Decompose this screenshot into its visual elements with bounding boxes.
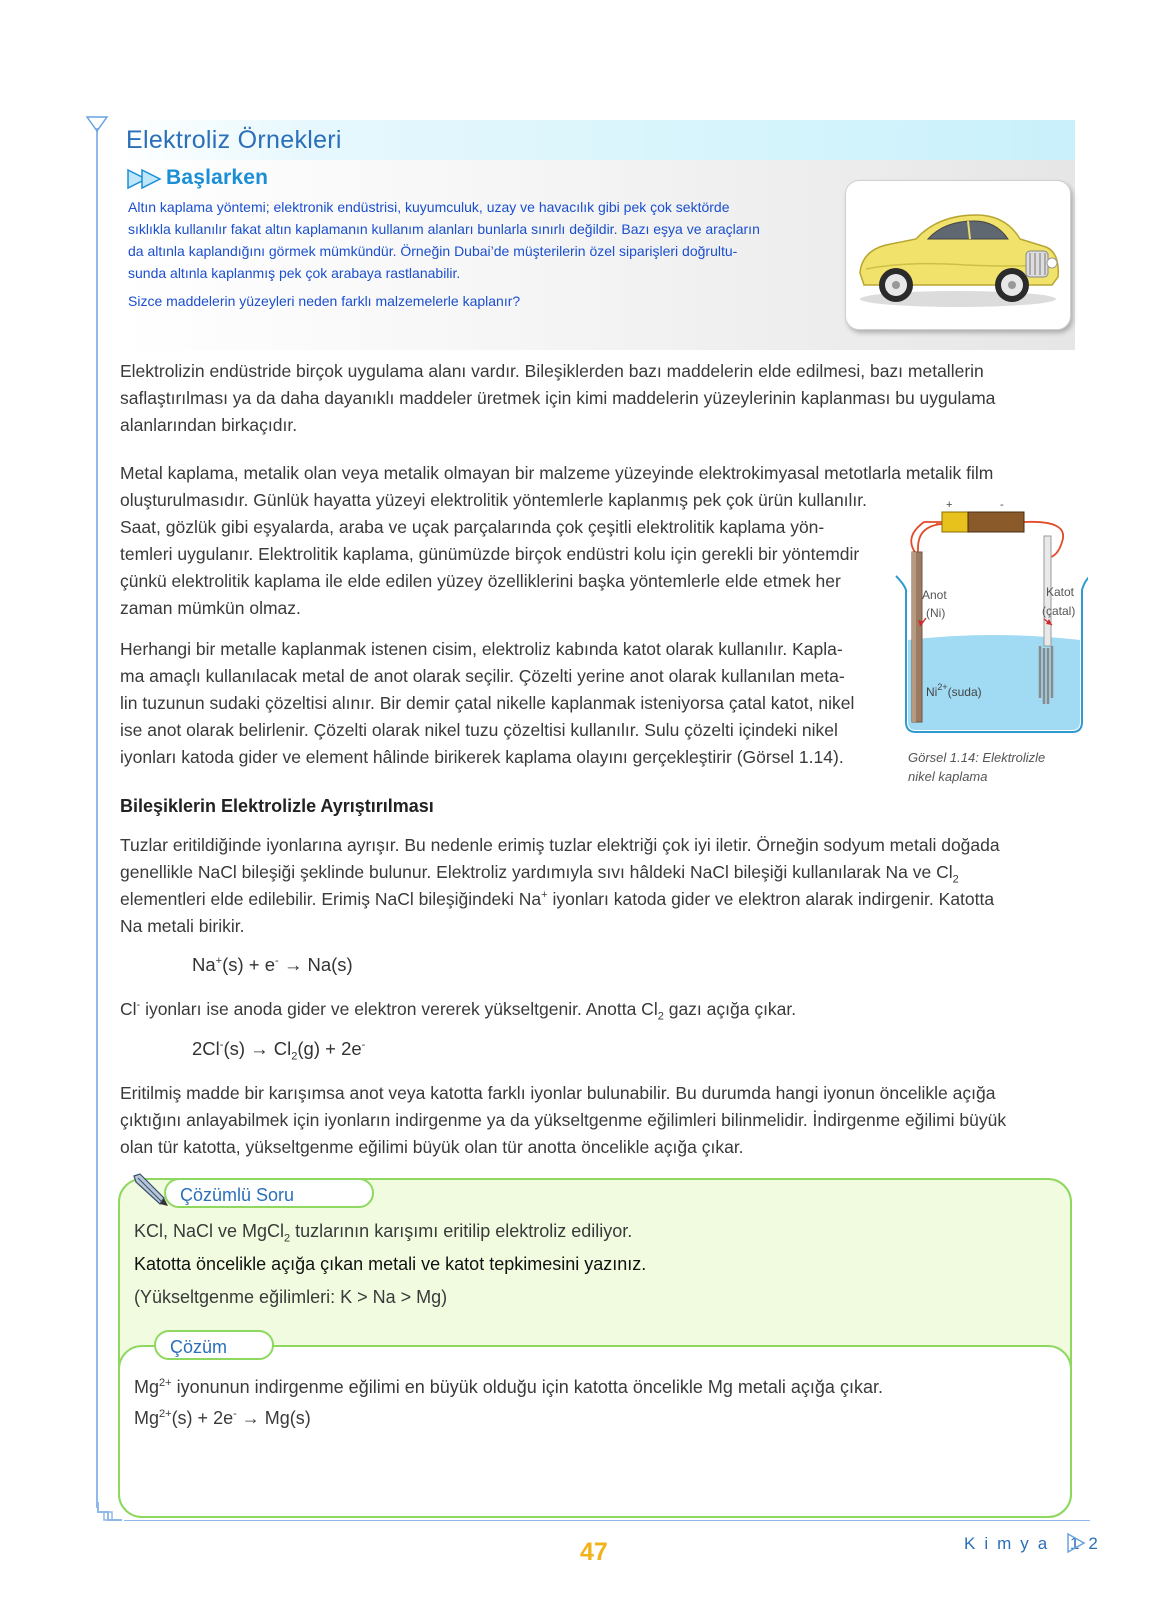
text-line: çünkü elektrolitik kaplama ile elde edilen yüzey özelliklerini başka yöntemlerle elde etmek her xyxy=(120,571,841,591)
solution-label: Çözüm xyxy=(154,1330,274,1360)
cathode-label: Katot xyxy=(1046,585,1075,599)
text-line: çıktığını anlayabilmek için iyonların indirgenme ya da yükseltgenme eğilimleri bilinmelidir. İndirgenme eğilimi büyük xyxy=(120,1110,1007,1130)
text-line: zaman mümkün olmaz. xyxy=(120,598,301,618)
text-line: Katotta öncelikle açığa çıkan metali ve katot tepkimesini yazınız. xyxy=(134,1254,647,1274)
text-line: ma amaçlı kullanılacak metal de anot olarak seçilir. Çözelti yerine anot olarak kullanılan meta- xyxy=(120,666,845,686)
text-line: ise anot olarak belirlenir. Çözelti olarak nikel tuzu çözeltisi kullanılır. Sulu çözelti içindeki nikel xyxy=(120,720,838,740)
paragraph-3 xyxy=(120,636,898,771)
text-line: elementleri elde edilebilir. Erimiş NaCl bileşiğindeki Na+ iyonları katoda gider ve elektron alarak indirgenir. Katotta xyxy=(120,889,995,909)
text-line: iyonları katoda gider ve element hâlinde birikerek kaplama olayını gerçekleştirir (Görsel 1.14). xyxy=(120,747,844,767)
text-line: alanlarından birkaçıdır. xyxy=(120,415,298,435)
electrolysis-figure xyxy=(892,498,1088,746)
text-line: (Yükseltgenme eğilimleri: K > Na > Mg) xyxy=(134,1287,448,1307)
anode-sub-label: (Ni) xyxy=(926,606,946,620)
footer-line xyxy=(124,1520,1090,1521)
triangle-right-icon xyxy=(1066,1532,1086,1554)
intro-line: sunda altınla kaplanmış pek çok arabaya rastlanabilir. xyxy=(128,265,461,281)
text-line: $Mg^{2+}(s) + 2e^- \to Mg(s)$ xyxy=(134,1408,311,1428)
page-number: 47 xyxy=(580,1538,608,1566)
equation-sodium: Na+(s) + e- → Na(s) xyxy=(192,954,353,975)
text-line: Eritilmiş madde bir karışımsa anot veya katotta farklı iyonlar bulunabilir. Bu durumda hangi iyonun öncelikle açığa xyxy=(120,1083,996,1103)
double-arrow-icon xyxy=(126,168,164,190)
text-line: Elektrolizin endüstride birçok uygulama alanı vardır. Bileşiklerden bazı maddelerin elde edilmesi, bazı metallerin xyxy=(120,361,984,381)
intro-title: Başlarken xyxy=(166,166,269,189)
text-line: Tuzlar eritildiğinde iyonlarına ayrışır. Bu nedenle erimiş tuzlar elektriği çok iyi iletir. Örneğin sodyum metali doğada xyxy=(120,835,1000,855)
car-illustration xyxy=(846,181,1070,329)
intro-line: Altın kaplama yöntemi; elektronik endüstrisi, kuyumculuk, uzay ve havacılık gibi pek çok sektörde xyxy=(128,199,730,215)
intro-text xyxy=(128,196,808,312)
cathode-sub-label: (çatal) xyxy=(1042,604,1076,618)
intro-question: Sizce maddelerin yüzeyleri neden farklı malzemelerle kaplanır? xyxy=(128,293,521,309)
plus-label: + xyxy=(946,499,953,511)
paragraph-1 xyxy=(120,358,1080,439)
triangle-down-icon xyxy=(86,116,108,132)
paragraph-5: Cl- iyonları ise anoda gider ve elektron vererek yükseltgenir. Anotta $Cl_2$ gazı açığa çıkar. xyxy=(120,999,797,1023)
solved-question-text xyxy=(134,1218,1054,1311)
section-title: Elektroliz Örnekleri xyxy=(126,126,342,154)
solution xyxy=(908,635,1080,730)
text-line: temleri uygulanır. Elektrolitik kaplama, günümüzde birçok endüstri kolu için gerekli bir yöntemdir xyxy=(120,544,860,564)
paragraph-4 xyxy=(120,832,1080,940)
anode-label: Anot xyxy=(922,588,947,602)
text-line: $Mg^{2+}$ iyonunun indirgenme eğilimi en büyük olduğu için katotta öncelikle Mg metali açığa çıkar. xyxy=(134,1377,883,1397)
minus-label: - xyxy=(1000,499,1004,511)
battery-negative xyxy=(968,512,1024,532)
battery-positive xyxy=(942,512,968,532)
solved-question-label: Çözümlü Soru xyxy=(164,1178,374,1208)
equation-chlorine: $2Cl^-(s) \to Cl_2(g) + 2e^-$ xyxy=(192,1038,366,1063)
text-line: Herhangi bir metalle kaplanmak istenen cisim, elektroliz kabında katot olarak kullanılır. Kapla- xyxy=(120,639,843,659)
caption-line: Görsel 1.14: Elektrolizle xyxy=(908,750,1046,765)
text-line: Na metali birikir. xyxy=(120,916,245,936)
caption-line: nikel kaplama xyxy=(908,769,988,784)
text-line: lin tuzunun sudaki çözeltisi alınır. Bir demir çatal nikelle kaplanmak isteniyorsa çatal katot, nikel xyxy=(120,693,855,713)
ion-label: $Ni^{2+}(suda)$ xyxy=(926,682,982,699)
solution-text xyxy=(134,1374,1054,1432)
intro-line: da altınla kaplandığını görmek mümkündür. Örneğin Dubai’de müşterilerin özel siparişleri doğrultu- xyxy=(128,243,738,259)
figure-caption xyxy=(908,748,1045,786)
text-line: olan tür katotta, yükseltgenme eğilimi büyük olan tür anotta öncelikle açığa çıkar. xyxy=(120,1137,744,1157)
text-line: oluşturulmasıdır. Günlük hayatta yüzeyi elektrolitik yöntemlerle kaplanmış pek çok ürün kullanılır. xyxy=(120,490,868,510)
gold-car-image xyxy=(845,180,1071,330)
subsection-heading: Bileşiklerin Elektrolizle Ayrıştırılması xyxy=(120,796,434,816)
paragraph-6 xyxy=(120,1080,1080,1161)
footer-brand: Kimya 12 xyxy=(964,1534,1107,1553)
text-line: Saat, gözlük gibi eşyalarda, araba ve uçak parçalarında çok çeşitli elektrolitik kaplama yön- xyxy=(120,517,825,537)
page-frame-line xyxy=(96,128,98,1508)
text-line: saflaştırılması ya da daha dayanıklı maddeler üretmek için kimi maddelerin yüzeylerinin kaplanması bu uygulama xyxy=(120,388,996,408)
text-line: Metal kaplama, metalik olan veya metalik olmayan bir malzeme yüzeyinde elektrokimyasal metotlarla metalik film xyxy=(120,463,994,483)
text-line: KCl, NaCl ve MgCl$_2$ tuzlarının karışımı eritilip elektroliz ediliyor. xyxy=(134,1221,633,1245)
intro-line: sıklıkla kullanılır fakat altın kaplamanın kullanım alanları bunlarla sınırlı değildir. Bazı eşya ve araçların xyxy=(128,221,760,237)
text-line: genellikle NaCl bileşiği şeklinde bulunur. Elektroliz yardımıyla sıvı hâldeki NaCl bileşiği kullanılarak Na ve $Cl_2$ xyxy=(120,862,959,886)
